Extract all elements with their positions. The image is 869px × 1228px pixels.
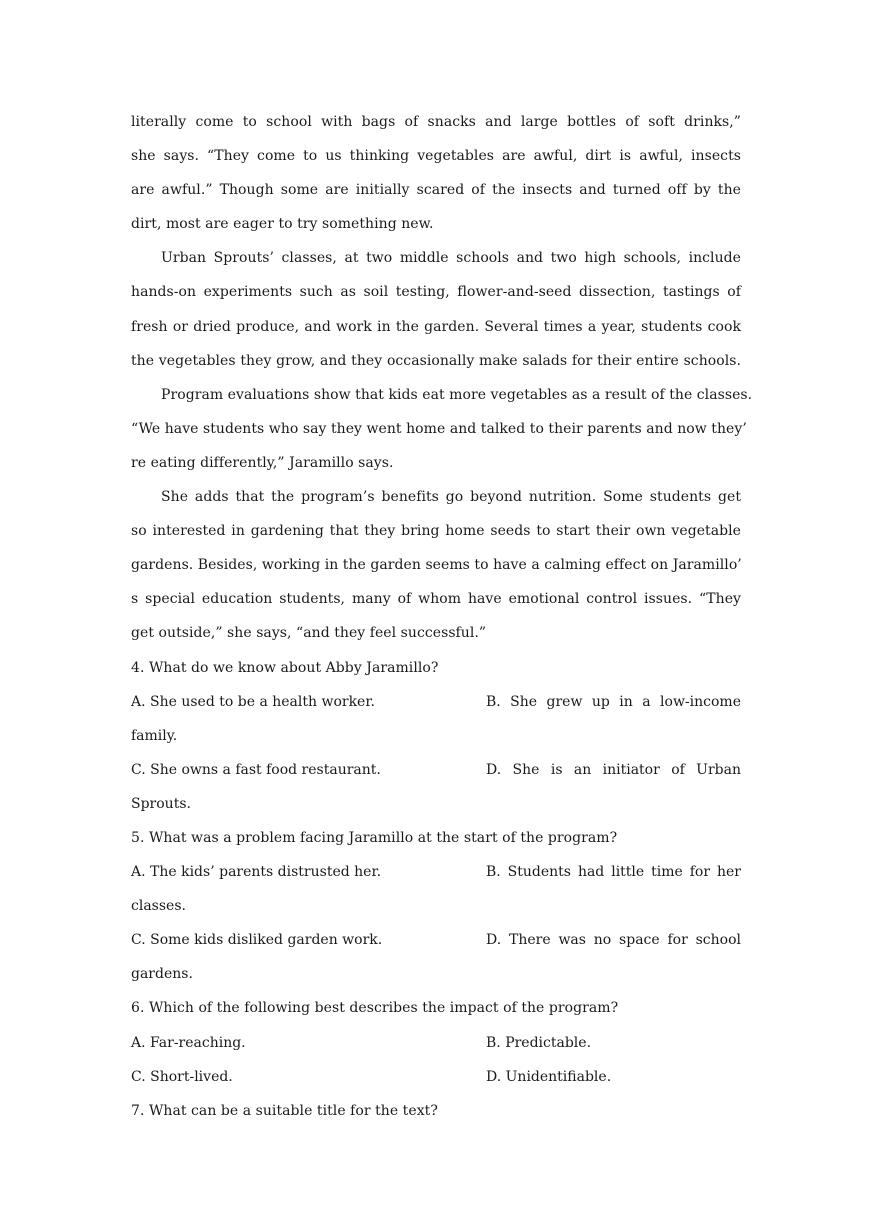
option-c[interactable]: C. Some kids disliked garden work.: [131, 932, 383, 949]
option-c[interactable]: C. She owns a fast food restaurant.: [131, 761, 381, 778]
text-line: are awful.” Though some are initially scared of the insects and turned off by the: [131, 182, 741, 199]
option-wrap-line: family.: [131, 727, 178, 744]
question-stem: 7. What can be a suitable title for the text?: [131, 1102, 438, 1119]
question-stem: 4. What do we know about Abby Jaramillo?: [131, 659, 439, 676]
option-row: [131, 753, 741, 787]
question-stem: 5. What was a problem facing Jaramillo at the start of the program?: [131, 829, 618, 846]
text-line: Urban Sprouts’ classes, at two middle schools and two high schools, include: [161, 250, 741, 267]
text-line: gardens. Besides, working in the garden seems to have a calming effect on Jaramillo’: [131, 557, 742, 574]
text-line: she says. “They come to us thinking vegetables are awful, dirt is awful, insects: [131, 148, 741, 165]
question-4: [131, 651, 741, 821]
text-line: Program evaluations show that kids eat more vegetables as a result of the classes.: [161, 386, 753, 403]
option-b[interactable]: B. Students had little time for her: [486, 864, 741, 881]
passage-paragraph-3: [131, 378, 753, 480]
option-row: [131, 923, 741, 957]
option-row: [131, 1060, 741, 1094]
passage-paragraph-2: [131, 241, 741, 377]
option-d[interactable]: D. Unidentifiable.: [486, 1068, 612, 1085]
text-line: get outside,” she says, “and they feel successful.”: [131, 625, 487, 642]
option-d[interactable]: D. There was no space for school: [486, 932, 741, 949]
option-b[interactable]: B. Predictable.: [486, 1034, 592, 1051]
text-line: “We have students who say they went home and talked to their parents and now they’: [131, 420, 747, 437]
text-line: She adds that the program’s benefits go beyond nutrition. Some students get: [161, 489, 741, 506]
question-5: [131, 821, 741, 991]
text-line: the vegetables they grow, and they occasionally make salads for their entire schools.: [131, 352, 741, 369]
text-line: so interested in gardening that they bring home seeds to start their own vegetable: [131, 523, 741, 540]
question-stem: 6. Which of the following best describes the impact of the program?: [131, 1000, 619, 1017]
option-wrap-line: classes.: [131, 898, 186, 915]
passage-paragraph-4: [131, 480, 741, 650]
option-c[interactable]: C. Short-lived.: [131, 1068, 233, 1085]
text-line: re eating differently,” Jaramillo says.: [131, 454, 394, 471]
text-line: hands-on experiments such as soil testing, flower-and-seed dissection, tastings of: [131, 284, 741, 301]
option-a[interactable]: A. Far-reaching.: [131, 1034, 246, 1051]
option-wrap-line: Sprouts.: [131, 795, 191, 812]
text-line: fresh or dried produce, and work in the garden. Several times a year, students cook: [131, 318, 741, 335]
option-row: [131, 685, 741, 719]
text-line: s special education students, many of whom have emotional control issues. “They: [131, 591, 741, 608]
document-page: [131, 105, 753, 1128]
text-line: dirt, most are eager to try something new.: [131, 216, 434, 233]
question-6: [131, 991, 741, 1093]
option-wrap-line: gardens.: [131, 966, 193, 983]
text-line: literally come to school with bags of snacks and large bottles of soft drinks,”: [131, 114, 741, 130]
option-row: [131, 855, 741, 889]
option-row: [131, 1026, 741, 1060]
option-a[interactable]: A. The kids’ parents distrusted her.: [131, 864, 382, 881]
option-a[interactable]: A. She used to be a health worker.: [131, 693, 375, 710]
option-d[interactable]: D. She is an initiator of Urban: [486, 761, 741, 778]
passage-paragraph-1: [131, 105, 741, 241]
option-b[interactable]: B. She grew up in a low-income: [486, 693, 741, 710]
question-7: [131, 1094, 741, 1128]
